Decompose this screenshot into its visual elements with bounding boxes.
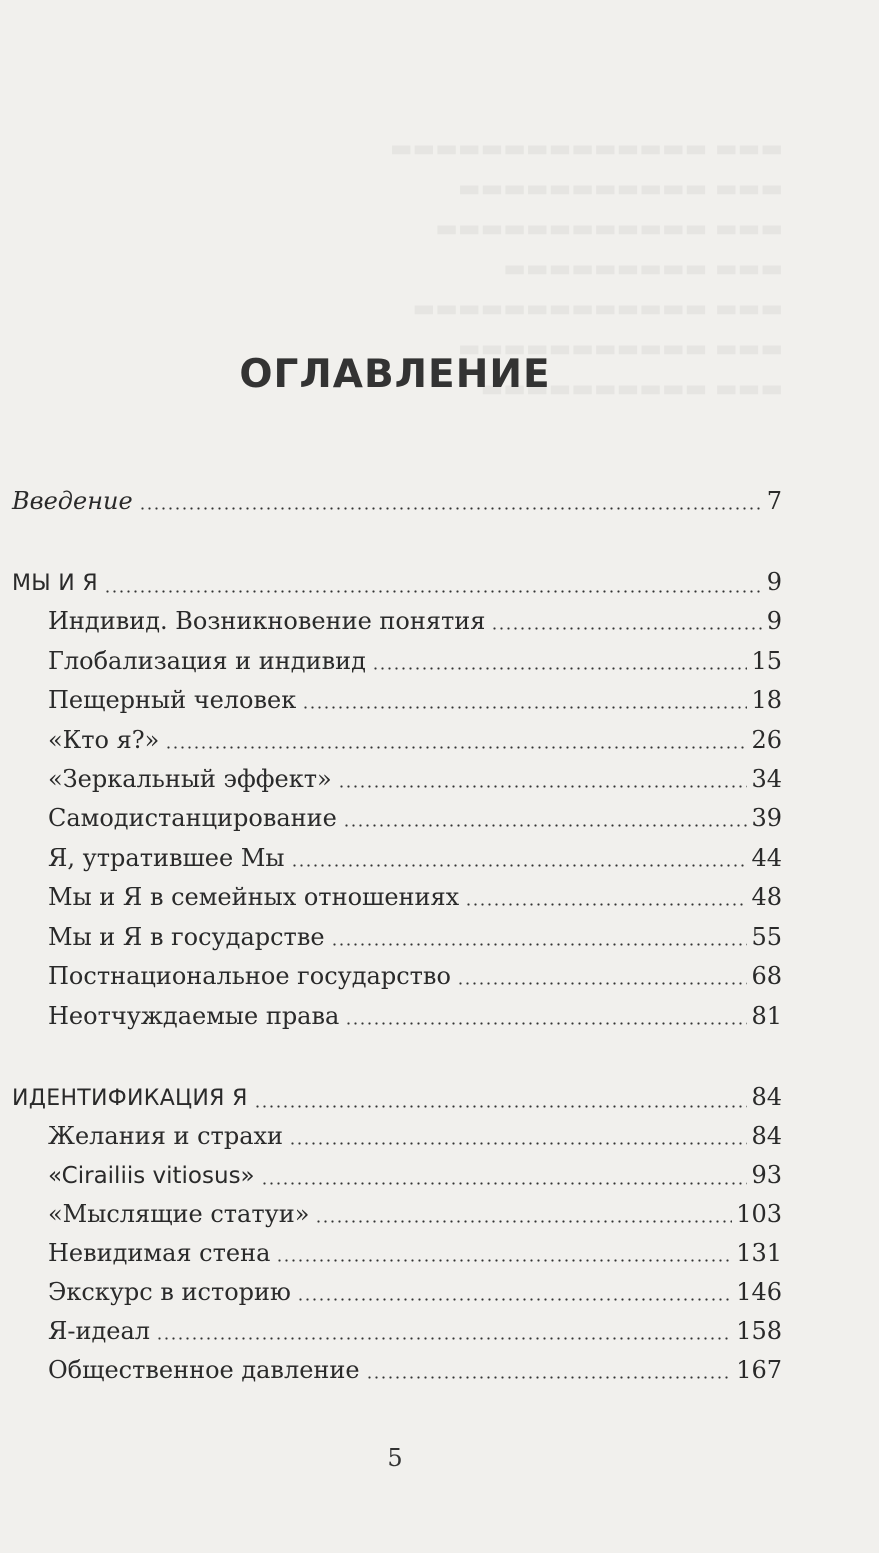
toc-entry-label: Мы и Я в государстве xyxy=(48,923,325,951)
toc-entry[interactable] xyxy=(48,1238,782,1268)
toc-entry-label: «Зеркальный эффект» xyxy=(48,765,332,793)
dot-leader xyxy=(302,706,747,709)
toc-entry-label: Неотчуждаемые права xyxy=(48,1002,340,1030)
toc-entry-page: 93 xyxy=(751,1161,782,1189)
toc-entry-page: 7 xyxy=(766,487,782,515)
dot-leader xyxy=(165,746,747,749)
dot-leader xyxy=(254,1105,748,1108)
toc-entry-label: Глобализация и индивид xyxy=(48,647,366,675)
toc-entry-page: 167 xyxy=(736,1356,782,1384)
dot-leader xyxy=(372,667,748,670)
dot-leader xyxy=(104,590,763,593)
dot-leader xyxy=(457,982,748,985)
toc-entry[interactable] xyxy=(48,1160,782,1191)
dot-leader xyxy=(491,627,762,630)
toc-entry-label: «Cirailiis vitiosus» xyxy=(48,1163,255,1189)
toc-entry-label: «Кто я?» xyxy=(48,726,160,754)
toc-heading: ОГЛАВЛЕНИЕ xyxy=(239,352,551,397)
toc-section-label: МЫ И Я xyxy=(12,571,98,596)
toc-entry[interactable] xyxy=(48,1277,782,1307)
toc-entry-page: 146 xyxy=(736,1278,782,1306)
dot-leader xyxy=(289,1142,747,1145)
toc-entry[interactable] xyxy=(48,685,782,715)
toc-entry[interactable] xyxy=(48,1355,782,1385)
toc-entry-label: Я-идеал xyxy=(48,1317,151,1345)
toc-entry[interactable] xyxy=(48,803,782,833)
toc-section-label: ИДЕНТИФИКАЦИЯ Я xyxy=(12,1086,248,1111)
toc-entry-page: 15 xyxy=(751,647,782,675)
dot-leader xyxy=(139,507,763,510)
dot-leader xyxy=(156,1337,732,1340)
toc-section-identification[interactable] xyxy=(12,1082,782,1114)
toc-entry-label: Я, утратившее Мы xyxy=(48,844,285,872)
toc-entry[interactable] xyxy=(48,606,782,636)
toc-entry-page: 84 xyxy=(751,1122,782,1150)
toc-entry-page: 55 xyxy=(751,923,782,951)
dot-leader xyxy=(366,1376,733,1379)
toc-entry-label: «Мыслящие статуи» xyxy=(48,1200,310,1228)
toc-entry-page: 48 xyxy=(751,883,782,911)
toc-entry[interactable] xyxy=(48,961,782,991)
dot-leader xyxy=(276,1259,732,1262)
toc-entry-page: 131 xyxy=(736,1239,782,1267)
dot-leader xyxy=(261,1182,748,1185)
toc-section-we-and-i[interactable] xyxy=(12,567,782,599)
toc-entry[interactable] xyxy=(48,725,782,755)
toc-entry[interactable] xyxy=(48,882,782,912)
toc-entry-label: Пещерный человек xyxy=(48,686,297,714)
toc-entry-page: 9 xyxy=(766,607,782,635)
toc-entry-page: 44 xyxy=(751,844,782,872)
toc-entry[interactable] xyxy=(48,646,782,676)
toc-entry[interactable] xyxy=(48,1316,782,1346)
toc-entry-page: 39 xyxy=(751,804,782,832)
toc-entry[interactable] xyxy=(48,764,782,794)
toc-entry-label: Введение xyxy=(12,487,133,515)
toc-entry-label: Постнациональное государство xyxy=(48,962,451,990)
toc-entry-page: 103 xyxy=(736,1200,782,1228)
toc-entry-label: Экскурс в историю xyxy=(48,1278,291,1306)
toc-entry-label: Невидимая стена xyxy=(48,1239,271,1267)
toc-entry-page: 26 xyxy=(751,726,782,754)
toc-entry[interactable] xyxy=(48,1001,782,1031)
toc-entry-page: 34 xyxy=(751,765,782,793)
toc-entry-label: Желания и страхи xyxy=(48,1122,284,1150)
toc-entry-page: 84 xyxy=(751,1083,782,1111)
dot-leader xyxy=(343,824,748,827)
toc-entry-page: 68 xyxy=(751,962,782,990)
toc-entry[interactable] xyxy=(48,843,782,873)
toc-entry-label: Самодистанцирование xyxy=(48,804,337,832)
toc-entry[interactable] xyxy=(48,1121,782,1151)
toc-entry-page: 9 xyxy=(766,568,782,596)
dot-leader xyxy=(297,1298,732,1301)
dot-leader xyxy=(291,864,748,867)
toc-entry-label: Мы и Я в семейных отношениях xyxy=(48,883,460,911)
reverse-page-bleed-through: ▬▬▬▬▬▬▬▬▬▬▬▬▬▬ ▬▬▬ ▬▬▬▬▬▬▬▬▬▬▬ ▬▬▬ ▬▬▬▬▬▬▬▬▬▬▬▬ ▬▬▬ ▬▬▬▬▬▬▬▬▬ ▬▬▬ ▬▬▬▬▬▬▬▬▬▬▬▬▬ ▬▬▬ ▬▬▬▬▬▬▬▬▬▬▬ ▬▬▬ ▬▬▬▬▬▬▬▬▬▬ ▬▬▬ xyxy=(389,134,783,402)
toc-entry[interactable] xyxy=(48,922,782,952)
toc-entry-page: 158 xyxy=(736,1317,782,1345)
toc-entry-page: 18 xyxy=(751,686,782,714)
toc-entry-label: Общественное давление xyxy=(48,1356,360,1384)
dot-leader xyxy=(315,1220,732,1223)
dot-leader xyxy=(338,785,748,788)
toc-entry-page: 81 xyxy=(751,1002,782,1030)
page-number: 5 xyxy=(387,1444,403,1472)
toc-entry-label: Индивид. Возникновение понятия xyxy=(48,607,486,635)
dot-leader xyxy=(331,943,748,946)
toc-entry-introduction[interactable] xyxy=(12,486,782,516)
dot-leader xyxy=(465,903,747,906)
toc-entry[interactable] xyxy=(48,1199,782,1229)
dot-leader xyxy=(345,1022,747,1025)
